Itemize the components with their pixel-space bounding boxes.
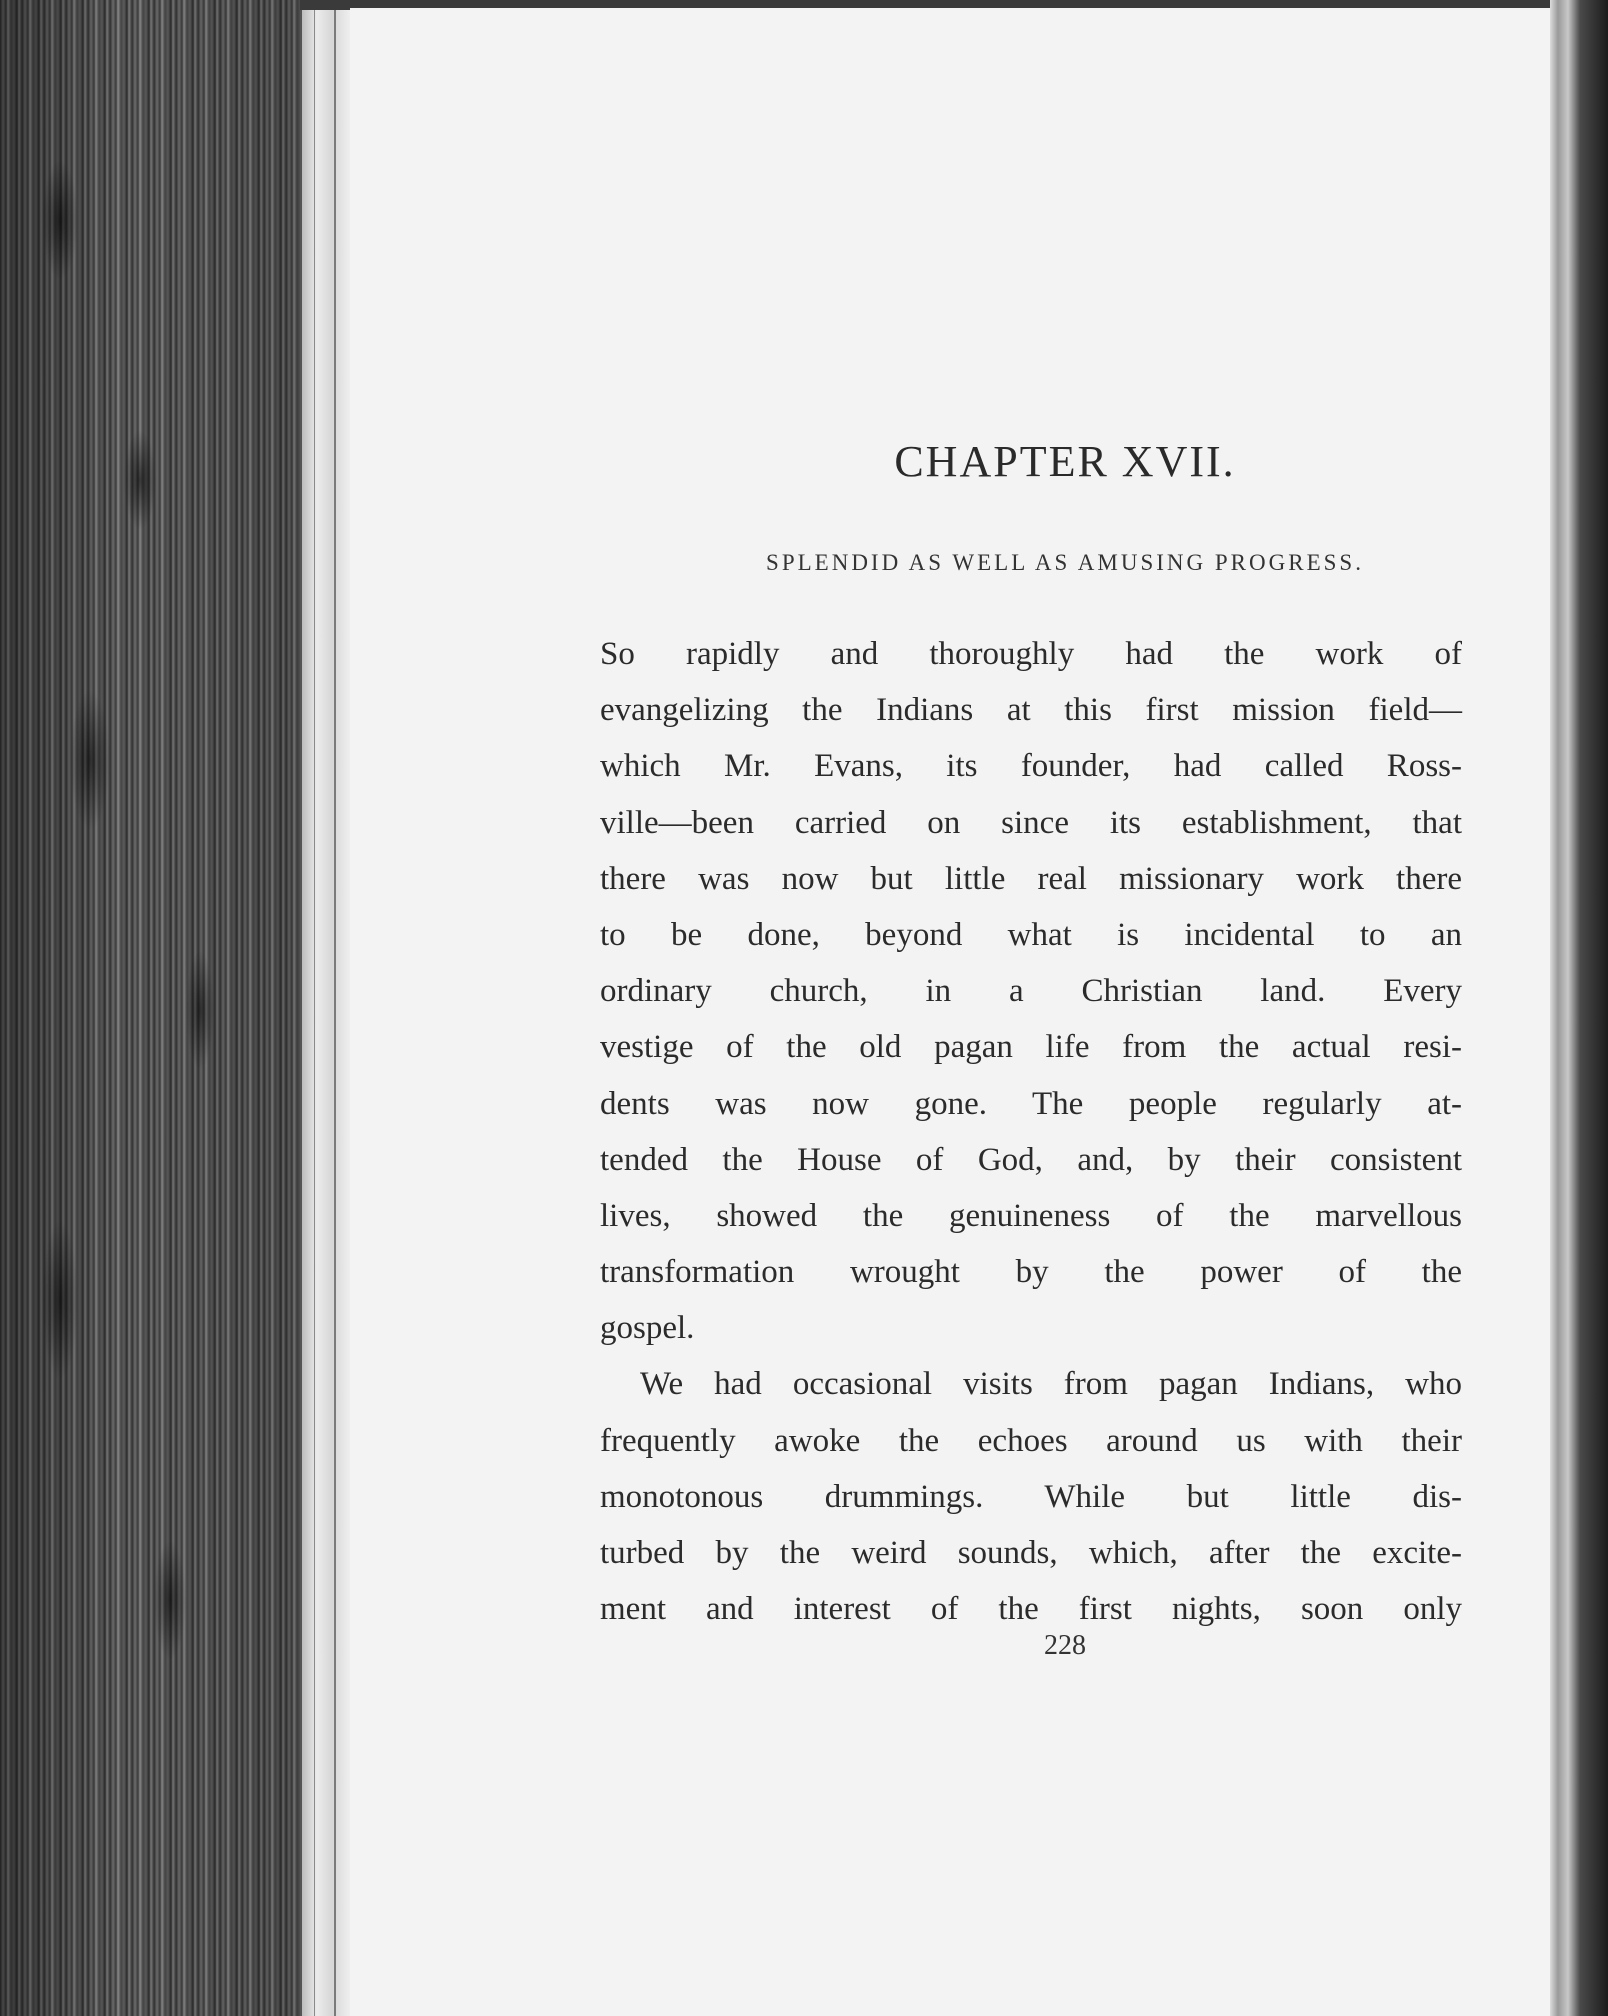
text-line: ordinary church, in a Christian land. Every — [600, 973, 1462, 1010]
text-line: turbed by the weird sounds, which, after the excite- — [600, 1535, 1462, 1571]
text-line: ville—been carried on since its establishment, that — [600, 804, 1462, 841]
paragraph-2 — [600, 1356, 1462, 1637]
book-gutter — [300, 0, 352, 2016]
book-page — [350, 8, 1550, 2016]
page-number: 228 — [1044, 1630, 1086, 1661]
chapter-title: CHAPTER XVII. — [894, 437, 1236, 486]
text-line: which Mr. Evans, its founder, had called Ross- — [600, 748, 1462, 785]
text-line: So rapidly and thoroughly had the work of — [600, 636, 1462, 672]
text-line: evangelizing the Indians at this first mission field— — [600, 692, 1462, 729]
body-text — [600, 626, 1462, 1637]
text-line: We had occasional visits from pagan Indians, who — [640, 1366, 1462, 1403]
text-line: monotonous drummings. While but little dis- — [600, 1478, 1462, 1515]
text-line: transformation wrought by the power of the — [600, 1254, 1462, 1291]
text-line: to be done, beyond what is incidental to an — [600, 916, 1462, 953]
text-line: dents was now gone. The people regularly at- — [600, 1085, 1462, 1122]
text-line: ment and interest of the first nights, soon only — [600, 1591, 1462, 1628]
text-line: lives, showed the genuineness of the marvellous — [600, 1197, 1462, 1234]
text-line: vestige of the old pagan life from the actual resi- — [600, 1029, 1462, 1066]
text-line: tended the House of God, and, by their consistent — [600, 1141, 1462, 1178]
text-line: frequently awoke the echoes around us with their — [600, 1422, 1462, 1459]
paragraph-1 — [600, 626, 1462, 1356]
book-page-edges — [0, 0, 300, 2016]
chapter-subtitle: SPLENDID AS WELL AS AMUSING PROGRESS. — [766, 550, 1364, 575]
text-line: there was now but little real missionary work there — [600, 860, 1462, 897]
text-line: gospel. — [600, 1310, 695, 1347]
book-right-edge — [1550, 0, 1608, 2016]
